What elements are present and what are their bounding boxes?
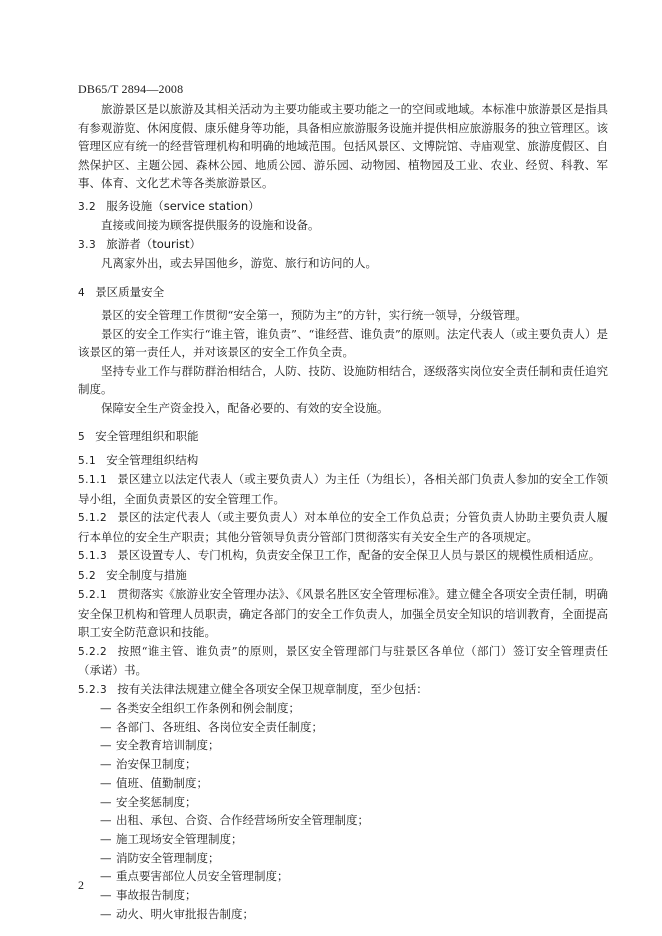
clause-3-2-text: 直接或间接为顾客提供服务的设施和设备。 — [101, 218, 320, 232]
section-4-paragraph: 景区的安全工作实行“谁主管，谁负责”、“谁经营、谁负责”的原则。法定代表人（或主要负责人）是该景区的第一责任人，并对该景区的安全工作负全责。 — [78, 326, 608, 359]
dash-marker: — — [100, 831, 112, 846]
clause-text: 景区的法定代表人（或主要负责人）对本单位的安全工作负总责；分管负责人协助主要负责人履行本单位的安全生产职责；其他分管领导负责分管部门贯彻落实有关安全生产的各项规定。 — [78, 510, 608, 544]
list-item-text: 值班、值勤制度； — [116, 775, 208, 790]
clause-number: 5.2.1 — [78, 589, 108, 601]
clause-text: 景区建立以法定代表人（或主要负责人）为主任（为组长），各相关部门负责人参加的安全工作领导小组，全面负责景区的安全管理工作。 — [78, 472, 608, 506]
clause-number: 5.2 — [78, 569, 97, 582]
list-item-text: 各类安全组织工作条例和例会制度； — [116, 701, 300, 715]
clause-text: 贯彻落实《旅游业安全管理办法》、《风景名胜区安全管理标准》。建立健全各项安全责任制，明确安全保卫机构和管理人员职责，确定各部门的安全工作负责人，加强全员安全知识的培训教育，全面提高职工安全防范意识和技能。 — [78, 587, 608, 639]
clause-number: 5.1.3 — [78, 550, 108, 562]
clause-number: 5.1.1 — [78, 474, 108, 486]
clause-number: 3.2 — [78, 200, 97, 213]
list-item — [78, 718, 608, 737]
dash-marker: — — [100, 888, 112, 903]
list-item — [78, 755, 608, 774]
list-item-text: 安全奖惩制度； — [116, 794, 197, 809]
section-number: 4 — [78, 286, 86, 299]
clause-5-1-heading — [78, 451, 608, 471]
clause-title: 安全制度与措施 — [106, 567, 187, 582]
list-item — [78, 886, 608, 905]
clause-title: 旅游者（tourist） — [106, 236, 201, 251]
list-item — [78, 793, 608, 812]
clause-text: 按照“谁主管、谁负责”的原则，景区安全管理部门与驻景区各单位（部门）签订安全管理责任（承诺）书。 — [78, 643, 608, 677]
clause-5-1-2 — [78, 508, 608, 546]
dash-marker: — — [100, 813, 112, 828]
clause-5-1-3 — [78, 546, 608, 566]
section-number: 5 — [78, 431, 86, 443]
clause-number: 5.2.2 — [78, 645, 108, 658]
list-item-text: 重点要害部位人员安全管理制度； — [116, 869, 289, 884]
dash-marker: — — [100, 794, 112, 809]
clause-5-2-1 — [78, 585, 608, 642]
list-item — [78, 774, 608, 793]
list-item — [78, 736, 608, 755]
clause-3-2-heading — [78, 197, 608, 217]
section-4-paragraph: 保障安全生产资金投入，配备必要的、有效的安全设施。 — [101, 400, 389, 415]
clause-5-1-1 — [78, 470, 608, 508]
list-item-text: 事故报告制度； — [116, 888, 197, 903]
dash-marker: — — [100, 701, 112, 715]
section-4-heading — [78, 283, 608, 303]
list-item — [78, 699, 608, 718]
clause-title: 安全管理组织结构 — [106, 452, 199, 467]
clause-5-2-heading — [78, 566, 608, 586]
clause-5-2-3 — [78, 680, 608, 700]
clause-text: 景区设置专人、专门机构，负责安全保卫工作，配备的安全保卫人员与景区的规模性质相适应。 — [117, 548, 601, 562]
clause-title: 服务设施（service station） — [106, 198, 260, 213]
clause-5-2-2 — [78, 642, 608, 680]
dash-marker: — — [100, 906, 112, 921]
dash-marker: — — [100, 850, 112, 865]
dash-marker: — — [100, 757, 112, 772]
list-item — [78, 830, 608, 849]
clause-number: 5.1 — [78, 454, 97, 467]
regulation-list — [78, 699, 608, 923]
dash-marker: — — [100, 719, 112, 734]
section-title: 景区质量安全 — [95, 284, 165, 299]
list-item-text: 施工现场安全管理制度； — [116, 831, 243, 846]
list-item — [78, 849, 608, 868]
section-5-heading — [78, 427, 608, 447]
clause-number: 3.3 — [78, 238, 97, 251]
dash-marker: — — [100, 775, 112, 790]
clause-number: 5.1.2 — [78, 512, 108, 524]
section-title: 安全管理组织和职能 — [95, 429, 199, 443]
page-number: 2 — [78, 878, 84, 892]
list-item-text: 治安保卫制度； — [116, 757, 197, 772]
list-item — [78, 905, 608, 924]
list-item-text: 安全教育培训制度； — [116, 738, 220, 753]
clause-number: 5.2.3 — [78, 683, 108, 696]
definition-3-1-text: 旅游景区是以旅游及其相关活动为主要功能或主要功能之一的空间或地域。本标准中旅游景区是指具有参观游览、休闲度假、康乐健身等功能，具备相应旅游服务设施并提供相应旅游服务的独立管理区。该管理区应有统一的经营管理机构和明确的地域范围。包括风景区、文博院馆、寺庙观堂、旅游度假区、自然保护区、主题公园、森林公园、地质公园、游乐园、动物园、植物园及工业、农业、经贸、科教、军事、体育、文化艺术等各类旅游景区。 — [78, 102, 608, 190]
clause-3-3-text: 凡离家外出，或去异国他乡，游览、旅行和访问的人。 — [101, 256, 377, 270]
list-item-text: 出租、承包、合资、合作经营场所安全管理制度； — [116, 813, 369, 828]
list-item-text: 各部门、各班组、各岗位安全责任制度； — [116, 719, 323, 734]
list-item-text: 动火、明火审批报告制度； — [116, 906, 254, 921]
document-id-header: DB65/T 2894—2008 — [78, 82, 184, 96]
dash-marker: — — [100, 869, 112, 884]
section-4-paragraph: 坚持专业工作与群防群治相结合，人防、技防、设施防相结合，逐级落实岗位安全责任制和责任追究制度。 — [78, 363, 608, 396]
clause-3-3-heading — [78, 235, 608, 255]
dash-marker: — — [100, 738, 112, 753]
section-4-paragraph: 景区的安全管理工作贯彻“安全第一，预防为主”的方针，实行统一领导，分级管理。 — [101, 308, 527, 322]
list-item — [78, 811, 608, 830]
list-item-text: 消防安全管理制度； — [116, 850, 220, 865]
document-body — [78, 100, 608, 923]
clause-text: 按有关法律法规建立健全各项安全保卫规章制度，至少包括： — [117, 681, 428, 696]
list-item — [78, 867, 608, 886]
